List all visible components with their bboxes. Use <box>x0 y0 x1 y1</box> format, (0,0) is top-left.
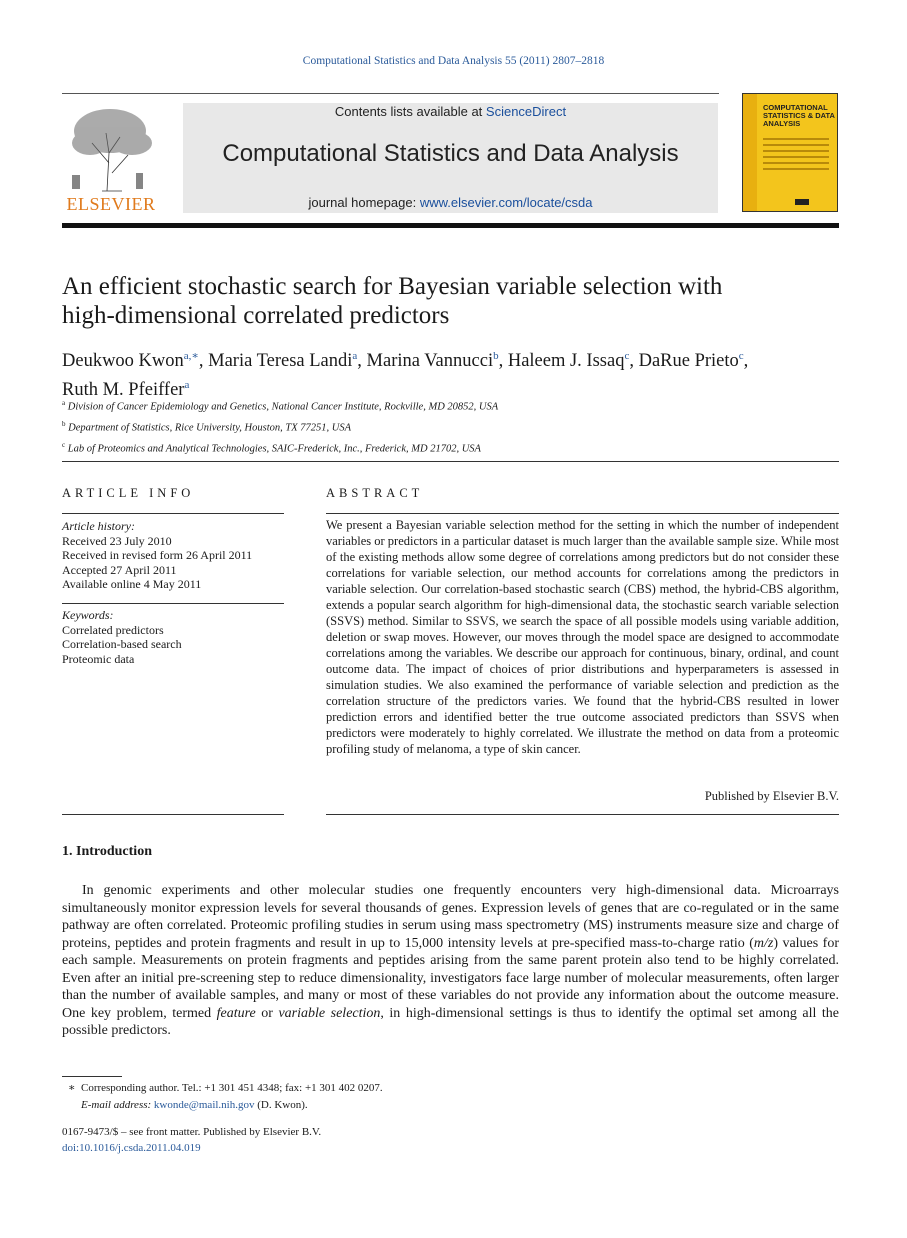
journal-homepage-link[interactable]: www.elsevier.com/locate/csda <box>419 195 593 210</box>
paper-title <box>62 272 839 330</box>
elsevier-tree-icon <box>62 103 160 195</box>
keyword-item: Correlated predictors <box>62 622 164 637</box>
author-affil-marker[interactable]: c <box>624 350 630 362</box>
header-top-rule <box>62 93 719 94</box>
elsevier-logo[interactable] <box>62 103 160 215</box>
article-history <box>62 519 284 592</box>
published-by: Published by Elsevier B.V. <box>704 789 839 803</box>
affiliation-item <box>62 416 839 437</box>
author-name: Ruth M. Pfeiffer <box>62 380 185 401</box>
author-affil-marker[interactable]: a <box>352 350 358 362</box>
author-list <box>62 344 852 402</box>
author-name: Deukwoo Kwon <box>62 351 184 372</box>
keywords <box>62 608 284 666</box>
issn-block <box>62 1124 562 1156</box>
author-affil-marker[interactable]: c <box>738 350 744 362</box>
affiliation-item <box>62 437 839 458</box>
journal-title: Computational Statistics and Data Analysis <box>222 140 679 167</box>
contents-prefix: Contents lists available at <box>334 104 486 119</box>
sciencedirect-link[interactable]: ScienceDirect <box>485 104 567 119</box>
article-info-heading: ARTICLE INFO <box>62 486 195 500</box>
journal-cover-thumbnail[interactable] <box>742 93 838 212</box>
email-link[interactable]: kwonde@mail.nih.gov <box>153 1099 255 1111</box>
introduction-paragraph <box>62 882 839 1040</box>
title-line-1: An efficient stochastic search for Bayesian variable selection with <box>62 273 723 300</box>
author-affil-marker[interactable]: a <box>184 379 190 392</box>
corresponding-author-footnote <box>62 1080 839 1114</box>
keyword-item: Proteomic data <box>62 651 135 666</box>
footnote-rule <box>62 1076 122 1077</box>
history-item: Available online 4 May 2011 <box>62 577 202 591</box>
affiliation-text: Department of Statistics, Rice University, Houston, TX 77251, USA <box>68 422 352 434</box>
affiliation-text: Division of Cancer Epidemiology and Genetics, National Cancer Institute, Rockville, MD 20852, USA <box>67 401 499 413</box>
issn-line: 0167-9473/$ – see front matter. Published by Elsevier B.V. <box>62 1126 322 1138</box>
intro-text: , in high-dimensional settings is thus to identify the optimal set among all the possible predictors. <box>62 1005 839 1038</box>
intro-term-feature: feature <box>216 1005 256 1021</box>
author-name: Haleem J. Issaq <box>507 351 625 372</box>
author-name: DaRue Prieto <box>638 351 739 372</box>
keyword-item: Correlation-based search <box>62 637 182 651</box>
homepage-prefix: journal homepage: <box>308 195 420 210</box>
footnote-marker: ∗ <box>68 1082 76 1094</box>
contents-line <box>183 104 718 119</box>
author-affil-marker[interactable]: b <box>493 350 499 362</box>
section-heading-introduction: 1. Introduction <box>62 844 152 859</box>
affiliation-marker: c <box>62 441 66 449</box>
intro-text: In genomic experiments and other molecular studies one frequently encounters very high-dimensional data. Microarrays simultaneously monitor expression levels for several thousands of genes. Expression levels of genes that are co-regulated or in the same pathway are often correlated. Proteomic profiling studies in serum using mass spectrometry (MS) instruments measure size and charge of proteins, peptides and protein fragments and result in up to 15,000 intensity levels at pre-specified mass-to-charge ratio ( <box>62 883 839 951</box>
keywords-label: Keywords: <box>62 608 114 622</box>
affiliation-list <box>62 395 839 458</box>
abstract-heading: ABSTRACT <box>326 486 424 500</box>
email-label: E-mail address: <box>81 1099 154 1111</box>
cover-publisher-logo <box>795 199 809 205</box>
author-sep: , <box>357 351 367 372</box>
affiliation-item <box>62 395 839 416</box>
history-label: Article history: <box>62 519 135 533</box>
keywords-rule <box>62 603 284 604</box>
email-suffix: (D. Kwon). <box>254 1099 308 1111</box>
doi-link[interactable]: doi:10.1016/j.csda.2011.04.019 <box>62 1142 201 1154</box>
affiliation-rule <box>62 461 839 462</box>
article-info-bottom-rule <box>62 814 284 815</box>
author-sep: , <box>198 351 209 372</box>
author-sep: , <box>743 351 749 372</box>
author-sep: , <box>629 351 639 372</box>
cover-title: COMPUTATIONAL STATISTICS & DATA ANALYSIS <box>763 103 835 128</box>
footnote-text: Corresponding author. Tel.: +1 301 451 4348; fax: +1 301 402 0207. <box>80 1082 383 1094</box>
author-name: Maria Teresa Landi <box>208 351 353 372</box>
author-affil-marker[interactable]: a,∗ <box>183 350 199 362</box>
author-sep: , <box>498 351 508 372</box>
abstract-bottom-rule <box>326 814 839 815</box>
header-thick-rule <box>62 223 839 228</box>
intro-math-mz: m/z <box>753 935 774 951</box>
homepage-line <box>183 195 718 210</box>
affiliation-marker: b <box>62 420 66 428</box>
intro-term-variable-selection: variable selection <box>278 1005 381 1021</box>
abstract-text: We present a Bayesian variable selection method for the setting in which the number of independent variables or predictors in a particular dataset is much larger than the available sample size. While most of the existing methods allow some degree of correlations among predictors but do not consider these correlations for variable selection, our method accounts for correlations among the predictors in variable selection. Our correlation-based stochastic search (CBS) method, the hybrid-CBS algorithm, extends a popular search algorithm for high-dimensional data, the stochastic search variable selection (SSVS) method. Similar to SSVS, we search the space of all possible models using variable addition, deletion or swap moves. However, our moves through the model space are designed to accommodate correlations among the variables. We describe our approach for continuous, binary, ordinal, and count outcome data. The impact of choices of prior distributions and hyperparameters is assessed in simulation studies. We also examined the performance of variable selection and prediction as the correlation structure of the predictors varies. We found that the hybrid-CBS resulted in lower prediction errors and identified better the true outcome associated predictors than SSVS when predictors were moderately to highly correlated. We illustrate the method on data from a proteomic profiling study of melanoma, a type of skin cancer. <box>326 518 839 756</box>
intro-text: ) values for each sample. Measurements on protein fragments and peptides arising from the same parent protein also tend to be highly correlated. Even after an initial pre-screening step to reduce dimensionality, investigators face large number of molecular measurements, often larger than the number of available samples, and many or most of these variables do not provide any information about the outcome measure. One key problem, termed <box>62 935 839 1021</box>
affiliation-text: Lab of Proteomics and Analytical Technologies, SAIC-Frederick, Inc., Frederick, MD 21702, USA <box>67 443 481 455</box>
intro-text: or <box>255 1005 279 1021</box>
journal-citation[interactable]: Computational Statistics and Data Analysis 55 (2011) 2807–2818 <box>302 55 605 67</box>
title-line-2: high-dimensional correlated predictors <box>62 302 450 329</box>
article-info-rule <box>62 513 284 514</box>
affiliation-marker: a <box>62 399 66 407</box>
cover-stripe <box>743 94 757 211</box>
history-item: Received 23 July 2010 <box>62 533 172 548</box>
cover-text-lines <box>763 138 829 174</box>
history-item: Received in revised form 26 April 2011 <box>62 548 253 562</box>
author-name: Marina Vannucci <box>366 351 494 372</box>
history-item: Accepted 27 April 2011 <box>62 562 177 577</box>
elsevier-wordmark: ELSEVIER <box>66 194 156 214</box>
abstract-rule <box>326 513 839 514</box>
